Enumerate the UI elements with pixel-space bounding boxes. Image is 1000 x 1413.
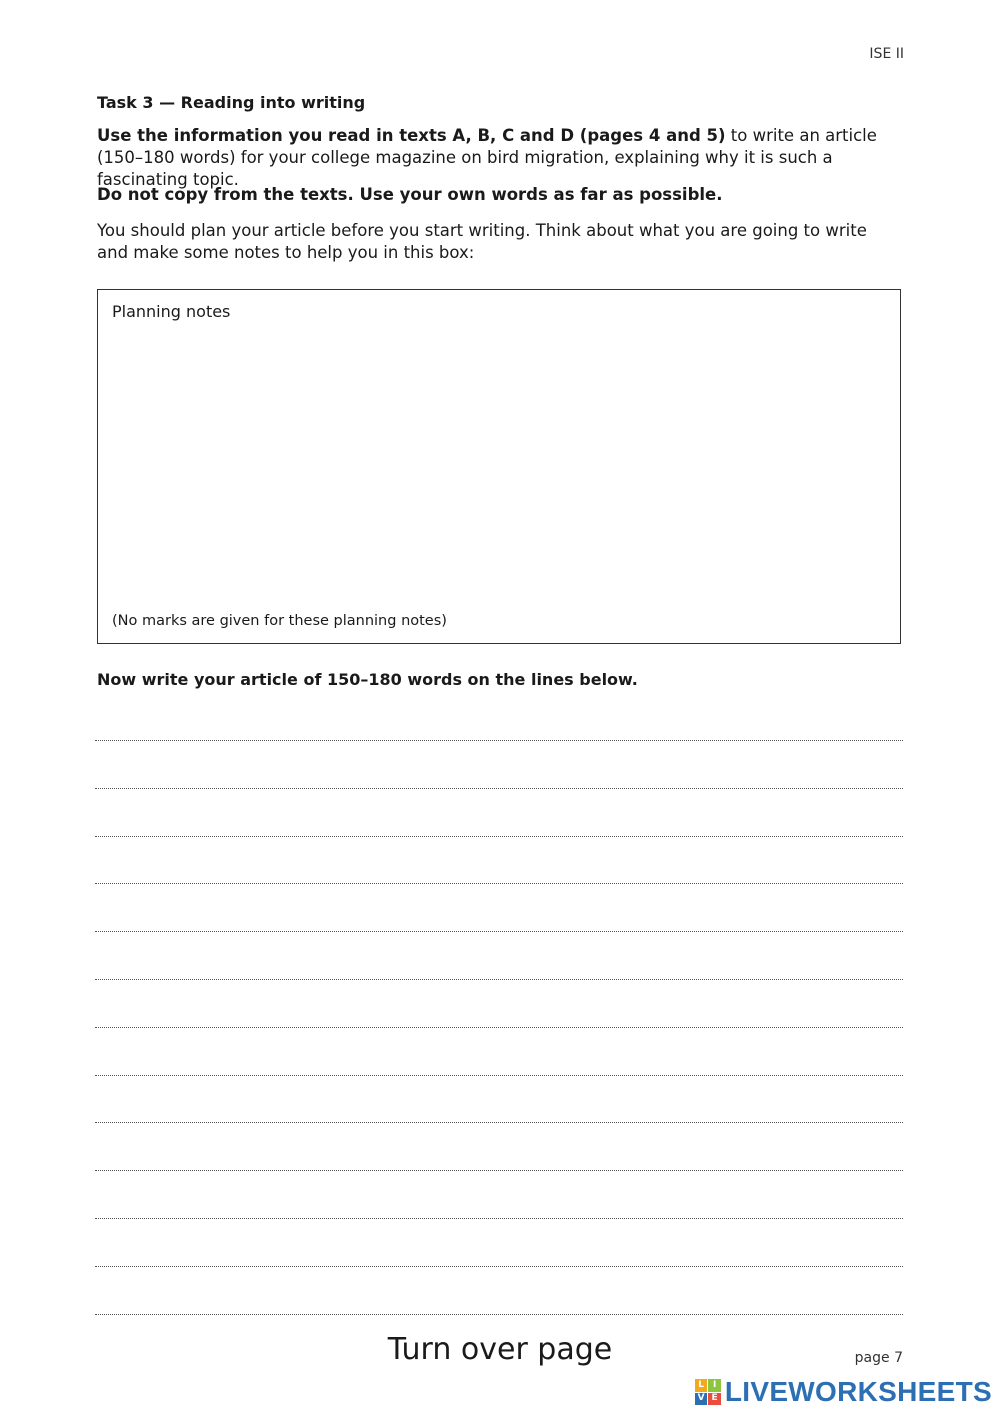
page-number: page 7: [854, 1350, 903, 1366]
writing-line[interactable]: [95, 1075, 903, 1076]
writing-line[interactable]: [95, 788, 903, 789]
planning-notes-label: Planning notes: [112, 302, 231, 321]
turn-over-text: Turn over page: [387, 1332, 613, 1367]
writing-line[interactable]: [95, 1027, 903, 1028]
logo-tile: L: [695, 1379, 708, 1392]
writing-line[interactable]: [95, 931, 903, 932]
planning-notes-footnote: (No marks are given for these planning notes): [112, 613, 447, 629]
task-instruction: [97, 125, 903, 191]
plan-instruction: You should plan your article before you start writing. Think about what you are going to write and make some notes to help you in this box:: [97, 221, 867, 262]
writing-line[interactable]: [95, 740, 903, 741]
logo-tile: I: [708, 1379, 721, 1392]
writing-line[interactable]: [95, 1266, 903, 1267]
writing-line[interactable]: [95, 883, 903, 884]
logo-tile: E: [708, 1393, 721, 1406]
task-instruction-lead: Use the information you read in texts A, B, C and D (pages 4 and 5): [97, 126, 726, 145]
writing-line[interactable]: [95, 836, 903, 837]
logo-tile: V: [695, 1393, 708, 1406]
writing-instruction: Now write your article of 150–180 words on the lines below.: [97, 670, 638, 689]
brand-name: LIVEWORKSHEETS: [724, 1376, 992, 1407]
writing-line[interactable]: [95, 1314, 903, 1315]
writing-line[interactable]: [95, 1218, 903, 1219]
planning-notes-box[interactable]: [97, 289, 901, 644]
liveworksheets-logo-icon: [695, 1379, 721, 1405]
writing-line[interactable]: [95, 1170, 903, 1171]
exam-code: ISE II: [869, 46, 904, 62]
task-title: Task 3 — Reading into writing: [97, 93, 366, 112]
no-copy-instruction: Do not copy from the texts. Use your own words as far as possible.: [97, 185, 723, 204]
task-instruction-rest: to write an article (150–180 words) for your college magazine on bird migration, explaining why it is such a fascinating topic.: [97, 126, 877, 189]
liveworksheets-brand: [695, 1376, 992, 1408]
writing-line[interactable]: [95, 979, 903, 980]
writing-line[interactable]: [95, 1122, 903, 1123]
